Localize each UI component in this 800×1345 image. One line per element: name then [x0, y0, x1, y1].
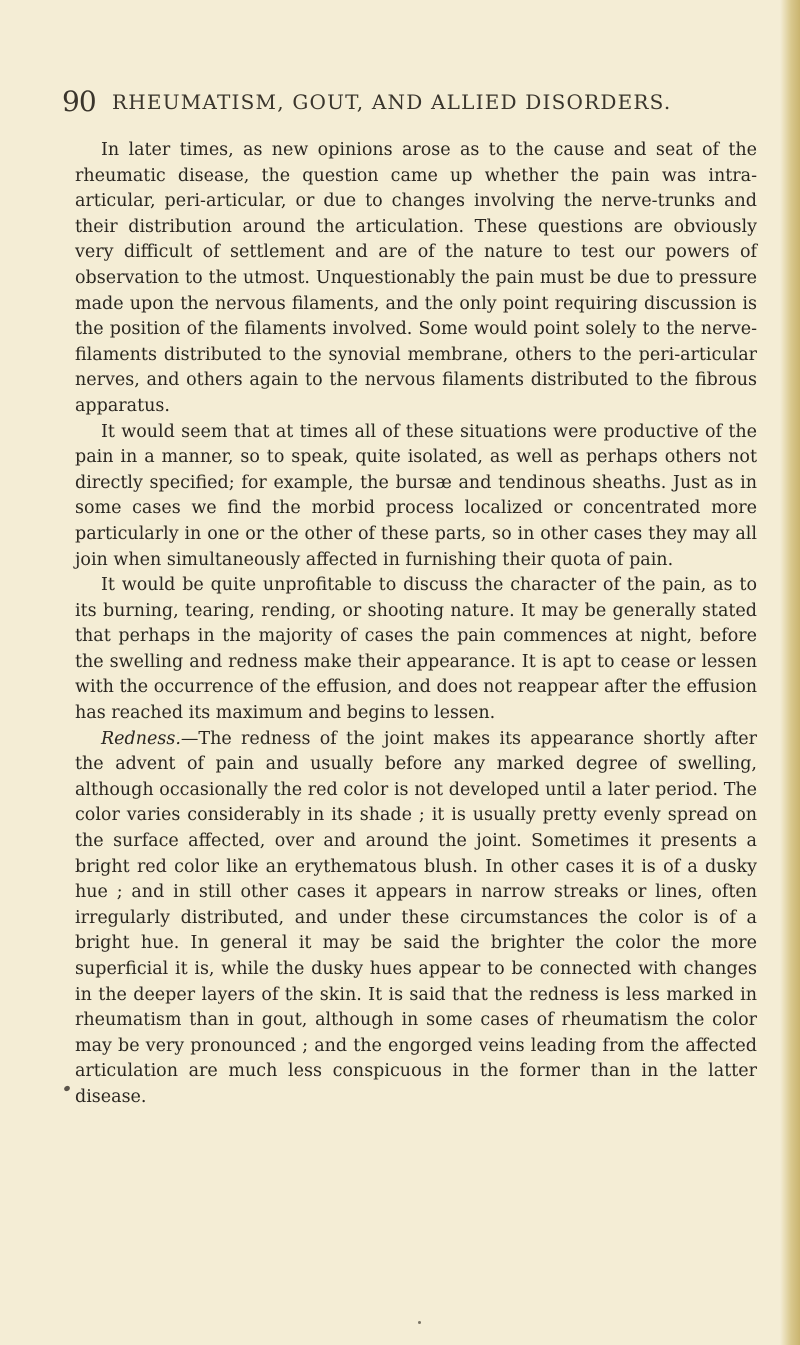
ink-speck-small [418, 1321, 421, 1324]
running-title: RHEUMATISM, GOUT, AND ALLIED DISORDERS. [112, 90, 672, 114]
page-edge-shadow [780, 0, 800, 1345]
paragraph-pain-seat: In later times, as new opinions arose as to the cause and seat of the rheumatic disease, the question came up whether the pain was intra-articular, peri-articular, or due to changes involving the nerve-trunks and their distribution around the articulation. These questions are obviously very difficult of settlement and are of the nature to test our powers of observation to the utmost. Unquestionably the pain must be due to pressure made upon the nervous filaments, and the only point requiring discussion is the position of the filaments involved. Some would point solely to the nerve-filaments distributed to the synovial membrane, others to the peri-articular nerves, and others again to the nervous filaments distributed to the fibrous apparatus. [75, 140, 757, 416]
paragraph-pain-character: It would be quite unprofitable to discuss the character of the pain, as to its burning, tearing, rending, or shooting nature. It may be generally stated that perhaps in the majority of cases the pain commences at night, before the swelling and redness make their appearance. It is apt to cease or lessen with the occurrence of the effusion, and does not reappear after the effusion has reached its maximum and begins to lessen. [75, 575, 757, 724]
paragraph-pain-situations: It would seem that at times all of these situations were productive of the pain in a manner, so to speak, quite isolated, as well as perhaps others not directly specified; for example, the bursæ and tendinous sheaths. Just as in some cases we find the morbid process localized or concentrated more particularly in one or the other of these parts, so in other cases they may all join when simultaneously affected in furnishing their quota of pain. [75, 421, 757, 570]
section-heading-redness: Redness. [101, 728, 181, 749]
ink-speck [63, 1085, 71, 1092]
paragraph-redness [75, 727, 757, 1111]
body-text [75, 138, 757, 1111]
page-header [62, 82, 758, 122]
page-number: 90 [62, 85, 96, 118]
paragraph-redness-text: —The redness of the joint makes its appearance shortly after the advent of pain and usually before any marked degree of swelling, although occasionally the red color is not developed until a later period. The color varies considerably in its shade ; it is usually pretty evenly spread on the surface affected, over and around the joint. Sometimes it presents a bright red color like an erythematous blush. In other cases it is of a dusky hue ; and in still other cases it appears in narrow streaks or lines, often irregularly distributed, and under these circumstances the color is of a bright hue. In general it may be said the brighter the color the more superficial it is, while the dusky hues appear to be connected with changes in the deeper layers of the skin. It is said that the redness is less marked in rheumatism than in gout, although in some cases of rheumatism the color may be very pronounced ; and the engorged veins leading from the affected articulation are much less conspicuous in the former than in the latter disease. [75, 728, 757, 1107]
